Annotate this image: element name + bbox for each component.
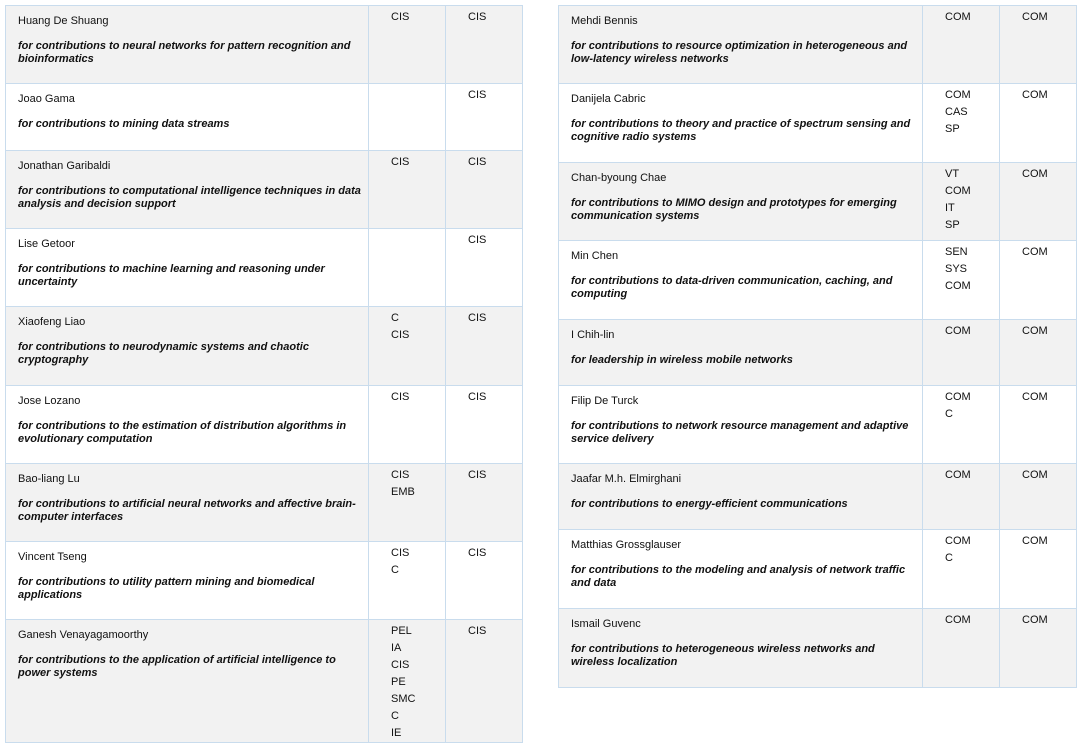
fellow-citation: for contributions to network resource management and adaptive service delivery xyxy=(571,420,909,445)
society-code: SP xyxy=(945,219,960,231)
society-code: SP xyxy=(945,123,960,135)
society-list xyxy=(369,229,445,232)
table-row xyxy=(559,464,1077,530)
societies-cell xyxy=(923,241,1000,320)
society-code: COM xyxy=(945,280,971,292)
society-code: COM xyxy=(945,535,971,547)
society-code: SYS xyxy=(945,263,968,275)
societies-cell xyxy=(923,163,1000,241)
fellow-cell xyxy=(6,386,369,464)
society-list xyxy=(923,163,999,234)
society-code: IT xyxy=(945,202,955,214)
society-code: PE xyxy=(391,676,406,688)
table-row xyxy=(6,542,523,620)
table-row xyxy=(6,6,523,84)
table-row xyxy=(559,6,1077,84)
society-code: CIS xyxy=(391,391,410,403)
society-list xyxy=(369,464,445,501)
evaluating-society-code: CIS xyxy=(468,391,487,403)
fellow-cell xyxy=(6,307,369,386)
evaluating-society-cell xyxy=(446,84,523,151)
left-fellows-table xyxy=(5,5,523,743)
fellow-name: Joao Gama xyxy=(18,93,75,105)
fellow-citation: for contributions to computational intelligence techniques in data analysis and decision support xyxy=(18,185,361,210)
society-list xyxy=(369,542,445,579)
table-row xyxy=(559,320,1077,386)
evaluating-society-cell xyxy=(446,542,523,620)
society-code: SEN xyxy=(945,246,968,258)
table-row xyxy=(559,386,1077,464)
societies-cell xyxy=(369,386,446,464)
fellow-citation: for contributions to the application of artificial intelligence to power systems xyxy=(18,654,336,679)
society-code: CAS xyxy=(945,106,968,118)
society-list xyxy=(923,530,999,567)
evaluating-society-cell xyxy=(1000,464,1077,530)
fellow-citation: for contributions to the estimation of distribution algorithms in evolutionary computation xyxy=(18,420,347,445)
table-row xyxy=(6,84,523,151)
society-code: C xyxy=(391,710,399,722)
societies-cell xyxy=(923,609,1000,688)
society-list xyxy=(369,386,445,406)
fellow-citation: for contributions to neural networks for pattern recognition and bioinformatics xyxy=(18,40,351,65)
fellow-name: Huang De Shuang xyxy=(18,15,109,27)
societies-cell xyxy=(923,320,1000,386)
fellow-citation: for contributions to energy-efficient communications xyxy=(571,498,848,510)
evaluating-society-cell xyxy=(446,151,523,229)
evaluating-society-cell xyxy=(1000,386,1077,464)
fellow-name: Ismail Guvenc xyxy=(571,618,641,630)
societies-cell xyxy=(923,84,1000,163)
fellow-name: Ganesh Venayagamoorthy xyxy=(18,629,149,641)
table-row xyxy=(6,464,523,542)
fellow-name: Chan-byoung Chae xyxy=(571,172,667,184)
societies-cell xyxy=(369,151,446,229)
fellow-citation: for contributions to heterogeneous wireless networks and wireless localization xyxy=(571,643,875,668)
society-code: VT xyxy=(945,168,960,180)
society-code: CIS xyxy=(391,11,410,23)
society-code: COM xyxy=(945,391,971,403)
society-code: COM xyxy=(945,469,971,481)
societies-cell xyxy=(369,620,446,743)
fellow-cell xyxy=(559,320,923,386)
table-row xyxy=(6,307,523,386)
table-row xyxy=(6,386,523,464)
fellow-cell xyxy=(559,530,923,609)
society-list xyxy=(923,464,999,484)
evaluating-society-code: COM xyxy=(1022,391,1048,403)
society-list xyxy=(369,84,445,87)
evaluating-society-code: CIS xyxy=(468,156,487,168)
evaluating-society-cell xyxy=(1000,320,1077,386)
society-code: CIS xyxy=(391,547,410,559)
evaluating-society-cell xyxy=(1000,163,1077,241)
fellow-name: Mehdi Bennis xyxy=(571,15,638,27)
societies-cell xyxy=(369,84,446,151)
society-list xyxy=(923,609,999,629)
evaluating-society-code: COM xyxy=(1022,246,1048,258)
fellow-name: Min Chen xyxy=(571,250,619,262)
society-code: IA xyxy=(391,642,402,654)
society-code: C xyxy=(945,552,953,564)
fellow-cell xyxy=(559,464,923,530)
right-fellows-table xyxy=(558,5,1077,688)
evaluating-society-code: CIS xyxy=(468,234,487,246)
fellow-cell xyxy=(6,6,369,84)
societies-cell xyxy=(923,386,1000,464)
evaluating-society-code: CIS xyxy=(468,312,487,324)
societies-cell xyxy=(369,307,446,386)
society-code: COM xyxy=(945,185,971,197)
society-code: CIS xyxy=(391,156,410,168)
evaluating-society-code: CIS xyxy=(468,625,487,637)
fellow-citation: for contributions to the modeling and analysis of network traffic and data xyxy=(571,564,906,589)
evaluating-society-code: COM xyxy=(1022,168,1048,180)
fellow-cell xyxy=(559,241,923,320)
society-list xyxy=(369,6,445,26)
evaluating-society-code: CIS xyxy=(468,89,487,101)
fellow-name: Filip De Turck xyxy=(571,395,639,407)
society-code: COM xyxy=(945,11,971,23)
fellow-name: Vincent Tseng xyxy=(18,551,87,563)
society-code: EMB xyxy=(391,486,415,498)
society-code: COM xyxy=(945,614,971,626)
table-row xyxy=(559,609,1077,688)
evaluating-society-code: COM xyxy=(1022,614,1048,626)
society-code: C xyxy=(391,564,399,576)
fellow-citation: for contributions to machine learning and reasoning under uncertainty xyxy=(18,263,325,288)
evaluating-society-code: COM xyxy=(1022,325,1048,337)
evaluating-society-cell xyxy=(446,386,523,464)
fellow-cell xyxy=(6,151,369,229)
evaluating-society-cell xyxy=(446,620,523,743)
evaluating-society-cell xyxy=(1000,530,1077,609)
fellow-name: Matthias Grossglauser xyxy=(571,539,682,551)
society-code: SMC xyxy=(391,693,416,705)
fellow-citation: for contributions to MIMO design and prototypes for emerging communication systems xyxy=(571,197,897,222)
fellow-cell xyxy=(6,229,369,307)
fellow-citation: for contributions to theory and practice of spectrum sensing and cognitive radio systems xyxy=(571,118,911,143)
societies-cell xyxy=(923,530,1000,609)
table-row xyxy=(559,241,1077,320)
fellow-citation: for contributions to neurodynamic systems and chaotic cryptography xyxy=(18,341,309,366)
fellow-cell xyxy=(6,464,369,542)
societies-cell xyxy=(923,464,1000,530)
society-code: CIS xyxy=(391,659,410,671)
table-row xyxy=(559,163,1077,241)
society-code: CIS xyxy=(391,329,410,341)
fellow-name: Bao-liang Lu xyxy=(18,473,80,485)
evaluating-society-code: CIS xyxy=(468,11,487,23)
fellow-cell xyxy=(559,84,923,163)
evaluating-society-cell xyxy=(446,229,523,307)
society-list xyxy=(923,386,999,423)
society-code: C xyxy=(391,312,399,324)
society-code: COM xyxy=(945,325,971,337)
society-list xyxy=(369,151,445,171)
evaluating-society-code: CIS xyxy=(468,469,487,481)
society-list xyxy=(369,307,445,344)
fellow-name: Jose Lozano xyxy=(18,395,81,407)
table-row xyxy=(559,530,1077,609)
fellow-citation: for contributions to artificial neural networks and affective brain-computer interfaces xyxy=(18,498,356,523)
fellow-name: Lise Getoor xyxy=(18,238,75,250)
evaluating-society-code: CIS xyxy=(468,547,487,559)
society-list xyxy=(923,84,999,138)
society-code: CIS xyxy=(391,469,410,481)
evaluating-society-code: COM xyxy=(1022,535,1048,547)
evaluating-society-cell xyxy=(1000,609,1077,688)
fellow-citation: for leadership in wireless mobile networks xyxy=(571,354,793,366)
societies-cell xyxy=(369,464,446,542)
fellow-cell xyxy=(559,6,923,84)
table-row xyxy=(6,151,523,229)
evaluating-society-cell xyxy=(1000,84,1077,163)
evaluating-society-cell xyxy=(446,6,523,84)
fellow-cell xyxy=(6,84,369,151)
table-row xyxy=(6,620,523,743)
fellow-cell xyxy=(559,609,923,688)
fellow-citation: for contributions to resource optimization in heterogeneous and low-latency wireless networks xyxy=(571,40,908,65)
fellow-name: Xiaofeng Liao xyxy=(18,316,86,328)
society-code: IE xyxy=(391,727,402,739)
fellow-citation: for contributions to data-driven communication, caching, and computing xyxy=(571,275,893,300)
left-table-body xyxy=(6,6,523,743)
evaluating-society-cell xyxy=(446,464,523,542)
society-list xyxy=(923,320,999,340)
societies-cell xyxy=(923,6,1000,84)
fellow-citation: for contributions to mining data streams xyxy=(18,118,230,130)
fellow-name: Jonathan Garibaldi xyxy=(18,160,111,172)
fellow-name: Danijela Cabric xyxy=(571,93,646,105)
fellow-cell xyxy=(559,386,923,464)
societies-cell xyxy=(369,229,446,307)
society-list xyxy=(923,6,999,26)
society-code: C xyxy=(945,408,953,420)
societies-cell xyxy=(369,6,446,84)
society-code: COM xyxy=(945,89,971,101)
fellow-cell xyxy=(6,620,369,743)
evaluating-society-cell xyxy=(1000,6,1077,84)
table-row xyxy=(6,229,523,307)
right-table-body xyxy=(559,6,1077,688)
fellow-cell xyxy=(6,542,369,620)
fellow-name: I Chih-lin xyxy=(571,329,615,341)
society-code: PEL xyxy=(391,625,412,637)
society-list xyxy=(923,241,999,295)
table-row xyxy=(559,84,1077,163)
societies-cell xyxy=(369,542,446,620)
evaluating-society-code: COM xyxy=(1022,469,1048,481)
society-list xyxy=(369,620,445,742)
evaluating-society-cell xyxy=(446,307,523,386)
evaluating-society-cell xyxy=(1000,241,1077,320)
fellow-name: Jaafar M.h. Elmirghani xyxy=(571,473,682,485)
evaluating-society-code: COM xyxy=(1022,89,1048,101)
fellow-citation: for contributions to utility pattern mining and biomedical applications xyxy=(18,576,315,601)
evaluating-society-code: COM xyxy=(1022,11,1048,23)
fellow-cell xyxy=(559,163,923,241)
